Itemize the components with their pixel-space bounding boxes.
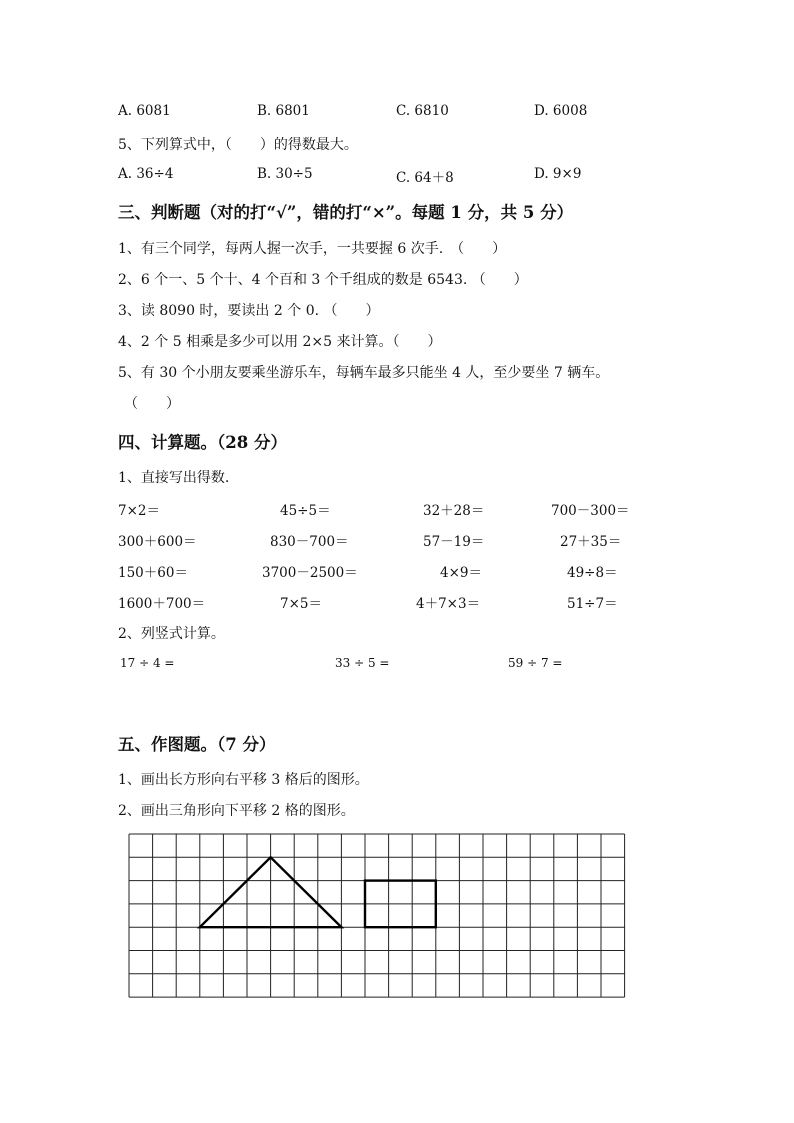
judge-item-3: 3、读 8090 时，要读出 2 个 0. （ ） — [118, 303, 380, 319]
calc-r3-c4: 49÷8＝ — [567, 565, 618, 581]
calc-r2-c4: 27＋35＝ — [560, 534, 622, 550]
q4-option-a: A. 6081 — [118, 103, 171, 119]
vertical-calc-3: 59 ÷ 7 = — [508, 656, 563, 670]
judge-item-2: 2、6 个一、5 个十、4 个百和 3 个千组成的数是 6543. （ ） — [118, 272, 528, 288]
calc-r3-c1: 150＋60＝ — [118, 565, 188, 581]
q4-option-c: C. 6810 — [396, 103, 449, 119]
calc-r3-c2: 3700－2500＝ — [262, 565, 358, 581]
judge-item-1: 1、有三个同学，每两人握一次手，一共要握 6 次手. （ ） — [118, 241, 507, 257]
calc-sub-2: 2、列竖式计算。 — [118, 626, 225, 642]
q4-option-d: D. 6008 — [534, 103, 588, 119]
section-5-title: 五、作图题。（7 分） — [118, 735, 276, 754]
calc-r4-c4: 51÷7＝ — [567, 596, 618, 612]
calc-r4-c1: 1600＋700＝ — [118, 596, 206, 612]
calc-r4-c2: 7×5＝ — [280, 596, 322, 612]
calc-r2-c2: 830－700＝ — [270, 534, 349, 550]
calc-r1-c3: 32＋28＝ — [423, 503, 485, 519]
section-4-title: 四、计算题。（28 分） — [118, 433, 287, 452]
calc-r2-c1: 300＋600＝ — [118, 534, 197, 550]
draw-item-1: 1、画出长方形向右平移 3 格后的图形。 — [118, 772, 369, 788]
q5-option-d: D. 9×9 — [534, 166, 582, 182]
q5-question: 5、下列算式中，（ ）的得数最大。 — [118, 137, 358, 153]
calc-r3-c3: 4×9＝ — [440, 565, 482, 581]
vertical-calc-2: 33 ÷ 5 = — [335, 656, 390, 670]
calc-r1-c2: 45÷5＝ — [280, 503, 331, 519]
draw-item-2: 2、画出三角形向下平移 2 格的图形。 — [118, 803, 355, 819]
q5-option-c: C. 64＋8 — [396, 170, 454, 186]
q5-option-a: A. 36÷4 — [118, 166, 174, 182]
vertical-calc-1: 17 ÷ 4 = — [120, 656, 175, 670]
calc-r4-c3: 4＋7×3＝ — [416, 596, 481, 612]
judge-item-4: 4、2 个 5 相乘是多少可以用 2×5 来计算。（ ） — [118, 334, 442, 350]
q5-option-b: B. 30÷5 — [257, 166, 313, 182]
calc-r2-c3: 57－19＝ — [423, 534, 485, 550]
judge-item-5: 5、有 30 个小朋友要乘坐游乐车，每辆车最多只能坐 4 人，至少要坐 7 辆车。 — [118, 365, 610, 381]
calc-r1-c1: 7×2＝ — [118, 503, 160, 519]
drawing-grid[interactable] — [128, 833, 626, 1000]
judge-item-5-bracket: （ ） — [124, 396, 180, 412]
section-3-title: 三、判断题（对的打“√”，错的打“×”。每题 1 分，共 5 分） — [118, 203, 574, 222]
calc-sub-1: 1、直接写出得数. — [118, 470, 230, 486]
calc-r1-c4: 700－300＝ — [551, 503, 630, 519]
q4-option-b: B. 6801 — [257, 103, 310, 119]
